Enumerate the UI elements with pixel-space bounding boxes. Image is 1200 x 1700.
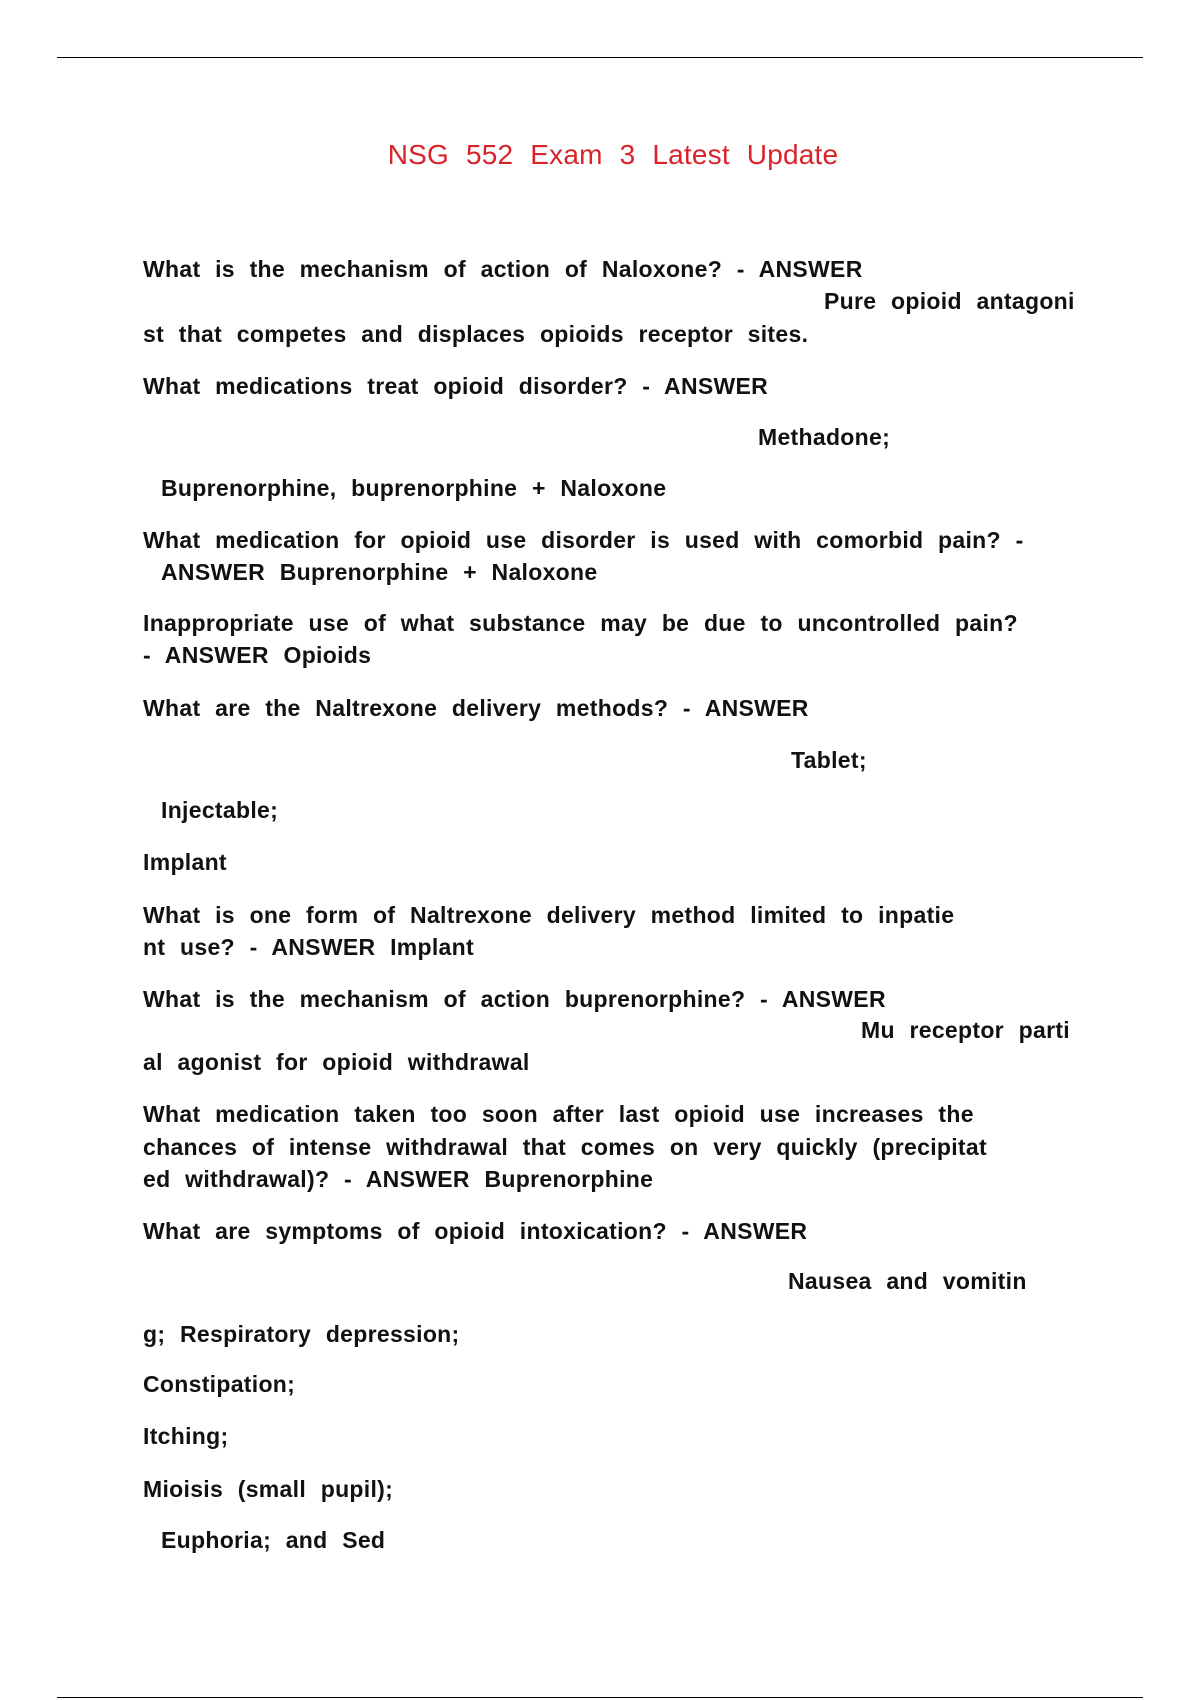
- text-line: Methadone;: [758, 424, 891, 450]
- text-line: What are symptoms of opioid intoxication? - ANSWER: [143, 1218, 808, 1244]
- text-line: Pure opioid antagoni: [824, 288, 1075, 314]
- text-line: Itching;: [143, 1423, 229, 1449]
- text-line: What is one form of Naltrexone delivery method limited to inpatie: [143, 902, 955, 928]
- text-line: st that competes and displaces opioids receptor sites.: [143, 321, 809, 347]
- text-line: ANSWER Buprenorphine + Naloxone: [161, 559, 598, 585]
- text-line: What medications treat opioid disorder? - ANSWER: [143, 373, 769, 399]
- text-line: Mioisis (small pupil);: [143, 1476, 394, 1502]
- text-line: ed withdrawal)? - ANSWER Buprenorphine: [143, 1166, 654, 1192]
- page-title: NSG 552 Exam 3 Latest Update: [387, 139, 839, 170]
- text-line: al agonist for opioid withdrawal: [143, 1049, 530, 1075]
- text-line: Constipation;: [143, 1371, 296, 1397]
- text-line: What medication taken too soon after last opioid use increases the: [143, 1101, 974, 1127]
- text-line: Injectable;: [161, 797, 279, 823]
- text-line: Mu receptor parti: [861, 1017, 1070, 1043]
- text-line: nt use? - ANSWER Implant: [143, 934, 474, 960]
- text-line: What medication for opioid use disorder is used with comorbid pain? -: [143, 527, 1024, 553]
- text-line: What is the mechanism of action buprenorphine? - ANSWER: [143, 986, 886, 1012]
- text-line: Buprenorphine, buprenorphine + Naloxone: [161, 475, 667, 501]
- text-line: What are the Naltrexone delivery methods? - ANSWER: [143, 695, 809, 721]
- text-line: Euphoria; and Sed: [161, 1527, 386, 1553]
- text-line: What is the mechanism of action of Naloxone? - ANSWER: [143, 256, 863, 282]
- text-line: g; Respiratory depression;: [143, 1321, 460, 1347]
- bottom-rule: [57, 1697, 1143, 1698]
- top-rule: [57, 57, 1143, 58]
- text-line: Nausea and vomitin: [788, 1268, 1027, 1294]
- text-line: - ANSWER Opioids: [143, 642, 372, 668]
- text-line: Tablet;: [791, 747, 867, 773]
- text-line: Implant: [143, 849, 227, 875]
- text-line: chances of intense withdrawal that comes on very quickly (precipitat: [143, 1134, 987, 1160]
- text-line: Inappropriate use of what substance may be due to uncontrolled pain?: [143, 610, 1018, 636]
